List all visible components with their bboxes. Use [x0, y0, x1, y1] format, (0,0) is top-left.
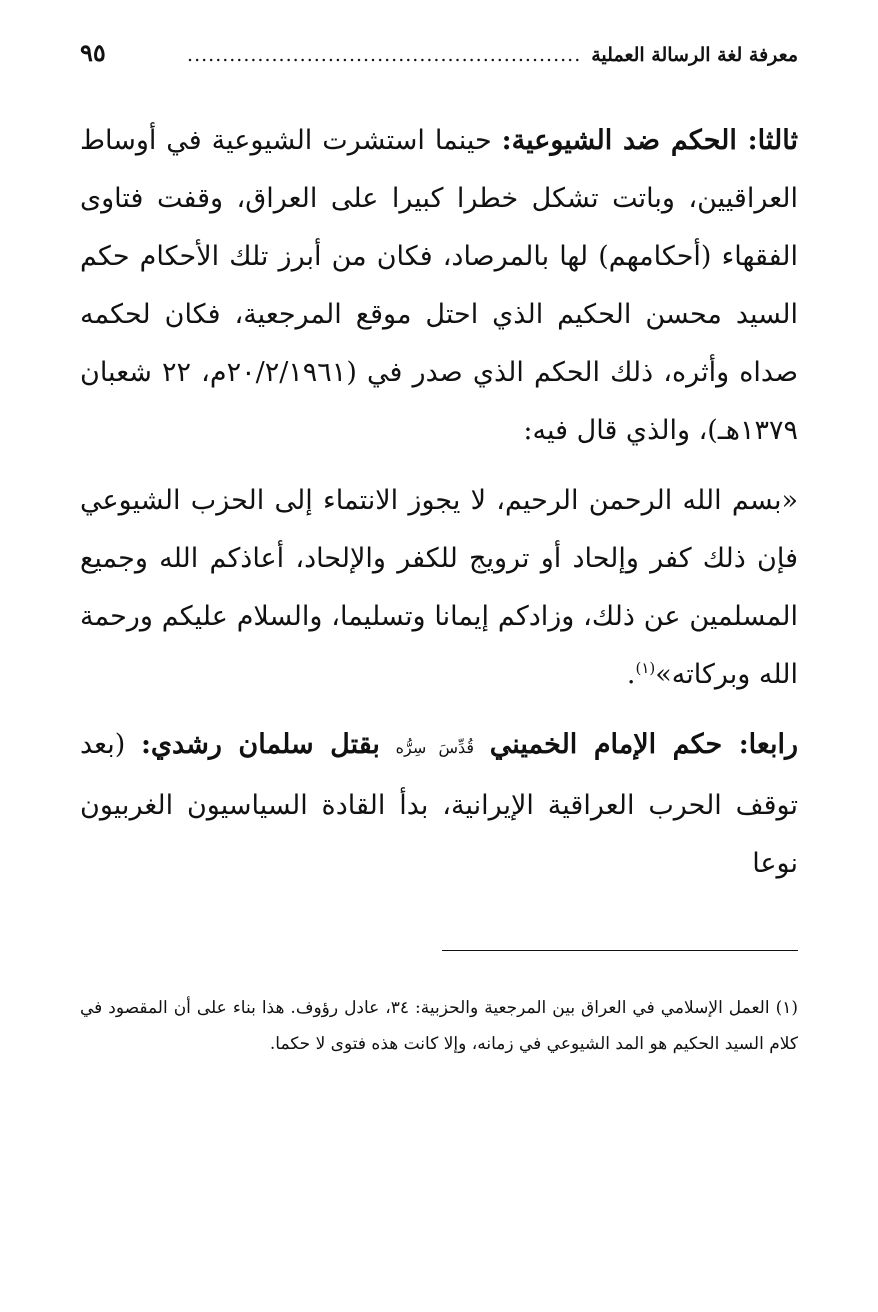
section-four-heading-end: بقتل سلمان رشدي:	[140, 729, 380, 760]
footnote-reference[interactable]: (١)	[635, 659, 656, 677]
section-four-paragraph	[80, 716, 798, 893]
footnote: (١) العمل الإسلامي في العراق بين المرجعية والحزبية: ٣٤، عادل رؤوف. هذا بناء على أن المقصود في كلام السيد الحكيم هو المد الشيوعي في زمانه، وإلا كانت هذه فتوى لا حكما.	[80, 998, 798, 1054]
book-page	[80, 38, 799, 1054]
fatwa-quote	[80, 472, 798, 704]
section-three-text: حينما استشرت الشيوعية في أوساط العراقيين، وباتت تشكل خطرا كبيرا على العراق، وقفت فتاوى الفقهاء (أحكامهم) لها بالمرصاد، فكان من أبرز تلك الأحكام حكم السيد محسن الحكيم الذي احتل موقع المرجعية، فكان لحكمه صداه وأثره، ذلك الحكم الذي صدر في (٢٠/٢/١٩٦١م، ٢٢ شعبان ١٣٧٩هـ)، والذي قال فيه:	[80, 125, 799, 446]
section-four-heading: رابعا: حكم الإمام الخميني	[489, 729, 798, 760]
running-title: معرفة لغة الرسالة العملية	[591, 44, 798, 66]
section-four-text: (بعد توقف الحرب العراقية الإيرانية، بدأ القادة السياسيون الغربيون نوعا	[80, 729, 798, 879]
quote-end-punctuation: .	[626, 659, 636, 690]
fatwa-quote-text: «بسم الله الرحمن الرحيم، لا يجوز الانتماء إلى الحزب الشيوعي فإن ذلك كفر وإلحاد أو ترويج للكفر والإلحاد، أعاذكم الله وجميع المسلمين عن ذلك، وزادكم إيمانا وتسليما، والسلام عليكم ورحمة الله وبركاته»	[80, 485, 798, 690]
section-three-heading: ثالثا: الحكم ضد الشيوعية:	[501, 125, 798, 156]
section-three-paragraph	[80, 112, 798, 460]
page-number: ٩٥	[80, 38, 106, 67]
dot-leader: ........................................................	[187, 44, 582, 66]
running-header	[80, 38, 798, 82]
honorific-mark: قُدِّسَ سِرُّه	[395, 738, 475, 757]
footnote-separator	[442, 950, 798, 951]
